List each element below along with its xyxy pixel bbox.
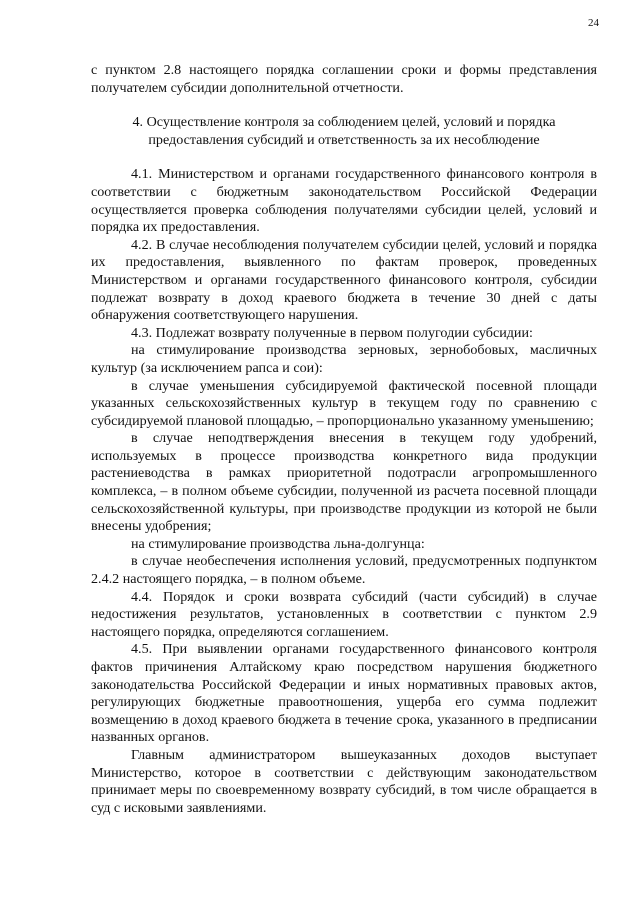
section-title (91, 114, 597, 149)
paragraph-4-3-area-decrease: в случае уменьшения субсидируемой фактической посевной площади указанных сельскохозяйственных культур в текущем году по сравнению с субсидируемой плановой площадью, – пропорционально указанному уменьшению; (91, 377, 597, 429)
paragraph-4-3-flax: на стимулирование производства льна-долгунца: (131, 535, 425, 552)
paragraph-administrator: Главным администратором вышеуказанных доходов выступает Министерство, которое в соответствии с действующим законодательством принимает меры по своевременному возврату субсидий, в том числе обращается в суд с исковыми заявлениями. (91, 746, 597, 816)
section-title-line-2: предоставления субсидий и ответственность за их несоблюдение (148, 131, 540, 148)
paragraph-4-3-fertilizer: в случае неподтверждения внесения в текущем году удобрений, используемых в процессе производства конкретного вида продукции растениеводства в рамках приоритетной подотрасли агропромышленного комплекса, – в полном объеме субсидии, полученной из расчета посевной площади сельскохозяйственной культуры, при производстве продукции из которой не были внесены удобрения; (91, 430, 597, 535)
paragraph-4-3: 4.3. Подлежат возврату полученные в первом полугодии субсидии: (131, 324, 533, 341)
paragraph-4-1: 4.1. Министерством и органами государственного финансового контроля в соответствии с бюджетным законодательством Российской Федерации осуществляется проверка соблюдения получателями субсидии целей, условий и порядка их предоставления. (91, 166, 597, 236)
paragraph-4-2: 4.2. В случае несоблюдения получателем субсидии целей, условий и порядка их предоставления, выявленного по фактам проверок, проведенных Министерством и органами государственного финансового контроля, субсидии подлежат возврату в доход краевого бюджета в течение 30 дней с даты обнаружения соответствующего нарушения. (91, 236, 597, 324)
page-number: 24 (588, 17, 599, 29)
paragraph-4-3-grains: на стимулирование производства зерновых, зернобобовых, масличных культур (за исключением рапса и сои): (91, 342, 597, 376)
document-body (91, 62, 597, 817)
continuation-paragraph: с пунктом 2.8 настоящего порядка соглашении сроки и формы представления получателем субсидии дополнительной отчетности. (91, 62, 597, 96)
paragraph-4-5: 4.5. При выявлении органами государственного финансового контроля фактов причинения Алтайскому краю посредством нарушения бюджетного законодательства Российской Федерации и иных нормативных правовых актов, регулирующих бюджетные правоотношения, ущерба его сумма подлежит возмещению в доход краевого бюджета в течение срока, указанного в предписании названных органов. (91, 641, 597, 746)
paragraph-4-3-flax-condition: в случае необеспечения исполнения условий, предусмотренных подпунктом 2.4.2 настоящего порядка, – в полном объеме. (91, 553, 597, 588)
section-title-line-1: 4. Осуществление контроля за соблюдением целей, условий и порядка (132, 114, 556, 131)
paragraph-4-4: 4.4. Порядок и сроки возврата субсидий (части субсидий) в случае недостижения результатов, установленных в соответствии с пунктом 2.9 настоящего порядка, определяются соглашением. (91, 588, 597, 640)
